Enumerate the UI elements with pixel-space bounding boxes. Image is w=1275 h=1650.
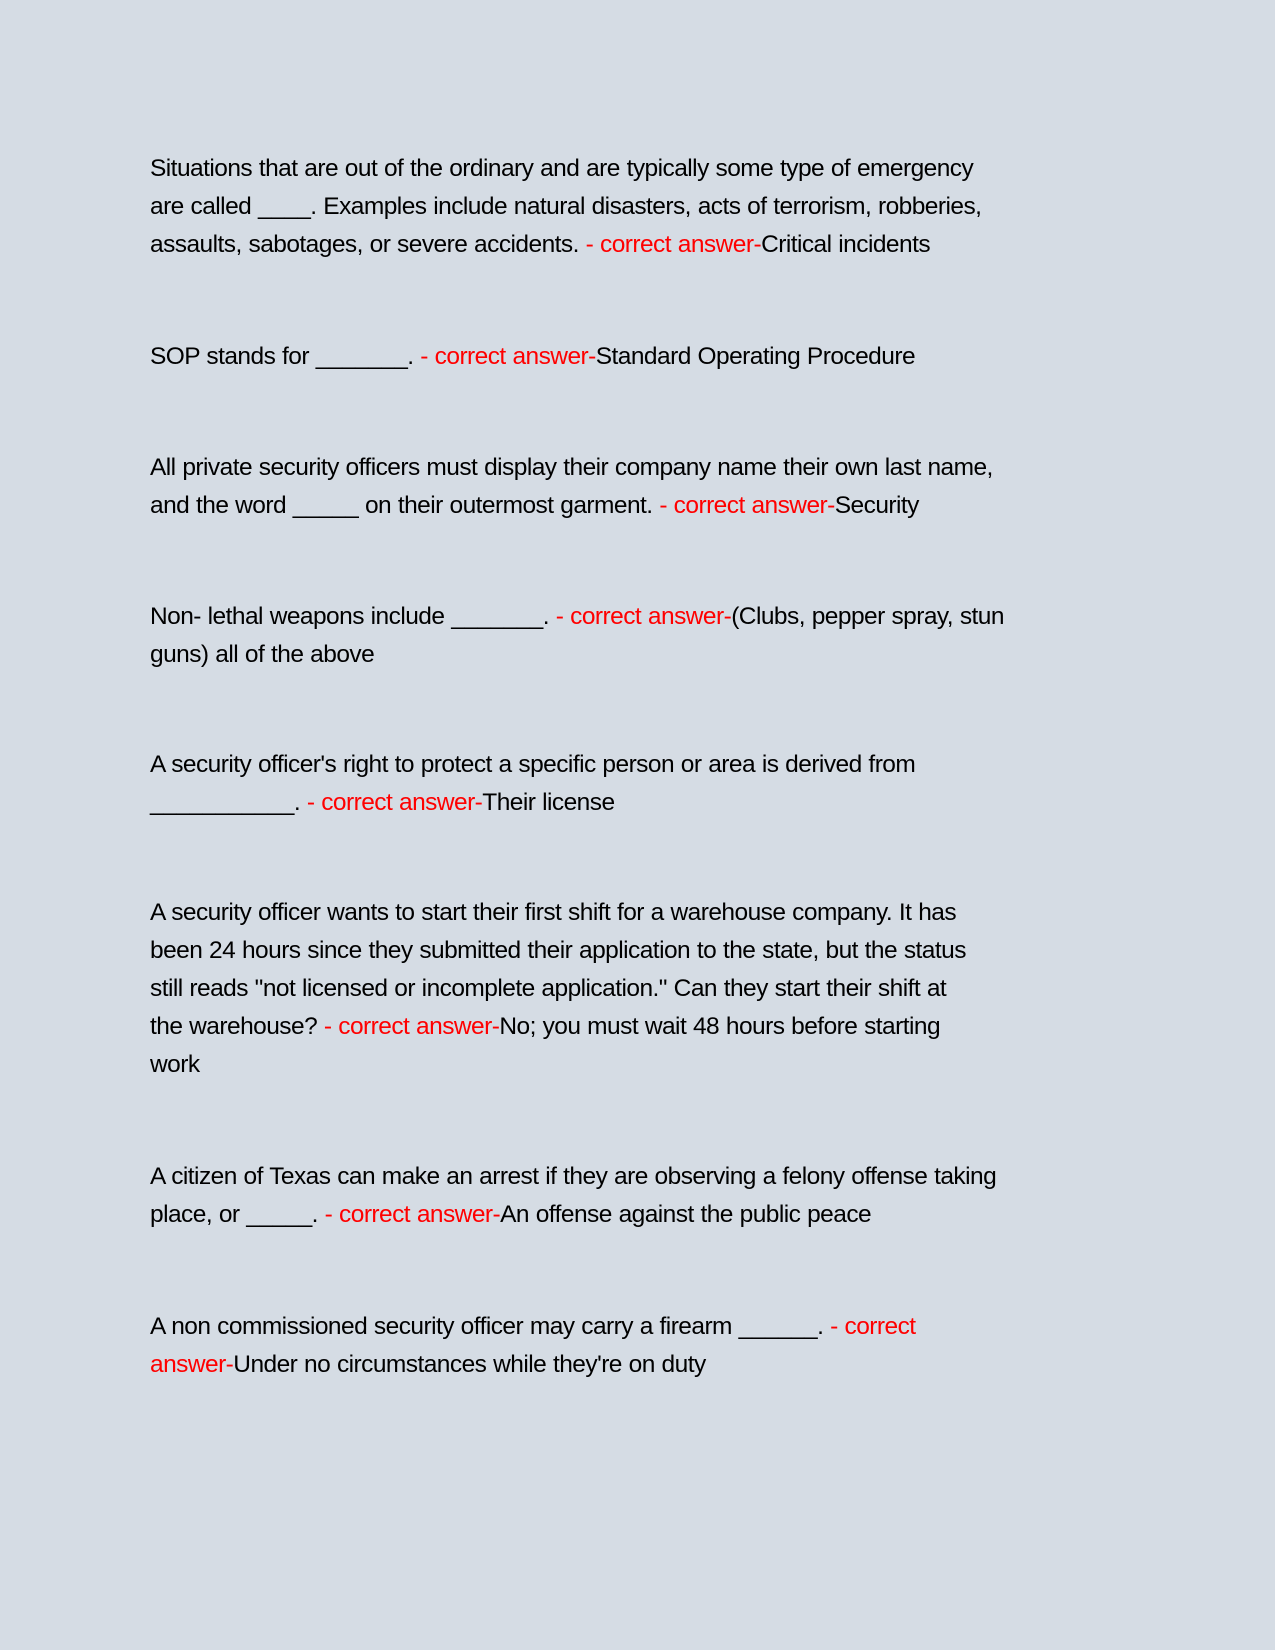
question-line [150,1196,1150,1234]
question-text: A non commissioned security officer may carry a firearm ______. [150,1313,831,1340]
answer-line [150,1346,1150,1384]
qa-item-4 [150,598,1150,674]
question-text: still reads "not licensed or incomplete application." Can they start their shift at [150,975,947,1002]
question-text: A security officer's right to protect a specific person or area is derived from [150,751,916,778]
correct-answer-label: - correct answer- [420,343,596,370]
question-text: A security officer wants to start their first shift for a warehouse company. It has [150,899,957,926]
answer-text: Their license [482,789,615,816]
answer-text: (Clubs, pepper spray, stun [731,603,1004,630]
answer-text: No; you must wait 48 hours before starting [499,1013,941,1040]
question-text: All private security officers must display their company name their own last name, [150,454,993,481]
answer-text: Critical incidents [761,231,931,258]
question-line [150,188,1150,226]
question-text: assaults, sabotages, or severe accidents. [150,231,586,258]
qa-item-1 [150,150,1150,264]
question-line [150,150,1150,188]
question-text: been 24 hours since they submitted their application to the state, but the status [150,937,966,964]
question-line [150,784,1150,822]
correct-answer-label: - correct answer- [306,789,483,816]
answer-text: Security [834,492,919,519]
question-text: the warehouse? [150,1013,324,1040]
qa-item-8 [150,1308,1150,1384]
question-text: A citizen of Texas can make an arrest if they are observing a felony offense taking [150,1163,997,1190]
qa-item-7 [150,1158,1150,1234]
correct-answer-label: - correct answer- [324,1201,501,1228]
answer-text: Standard Operating Procedure [595,343,916,370]
question-line [150,1158,1150,1196]
qa-item-5 [150,746,1150,822]
answer-text: work [150,1051,200,1078]
correct-answer-label: - correct answer- [585,231,762,258]
qa-item-2 [150,338,1150,376]
question-line [150,338,1150,376]
question-line [150,449,1150,487]
correct-answer-label: answer- [150,1351,234,1378]
question-line [150,226,1150,264]
question-line [150,1308,1150,1346]
answer-line [150,636,1150,674]
qa-item-3 [150,449,1150,525]
question-line [150,970,1150,1008]
question-line [150,894,1150,932]
question-line [150,598,1150,636]
answer-line [150,1046,1150,1084]
correct-answer-label: - correct [830,1313,916,1340]
question-text: place, or _____. [150,1201,325,1228]
question-line [150,1008,1150,1046]
answer-text: guns) all of the above [150,641,375,668]
question-line [150,932,1150,970]
question-text: and the word _____ on their outermost garment. [150,492,660,519]
qa-item-6 [150,894,1150,1084]
question-text: are called ____. Examples include natural disasters, acts of terrorism, robberies, [150,193,982,220]
answer-text: Under no circumstances while they're on duty [233,1351,706,1378]
correct-answer-label: - correct answer- [659,492,835,519]
question-text: ___________. [150,789,307,816]
correct-answer-label: - correct answer- [555,603,732,630]
question-text: SOP stands for _______. [150,343,421,370]
correct-answer-label: - correct answer- [323,1013,500,1040]
question-line [150,746,1150,784]
question-text: Situations that are out of the ordinary and are typically some type of emergency [150,155,974,182]
question-line [150,487,1150,525]
question-text: Non- lethal weapons include _______. [150,603,556,630]
answer-text: An offense against the public peace [500,1201,872,1228]
